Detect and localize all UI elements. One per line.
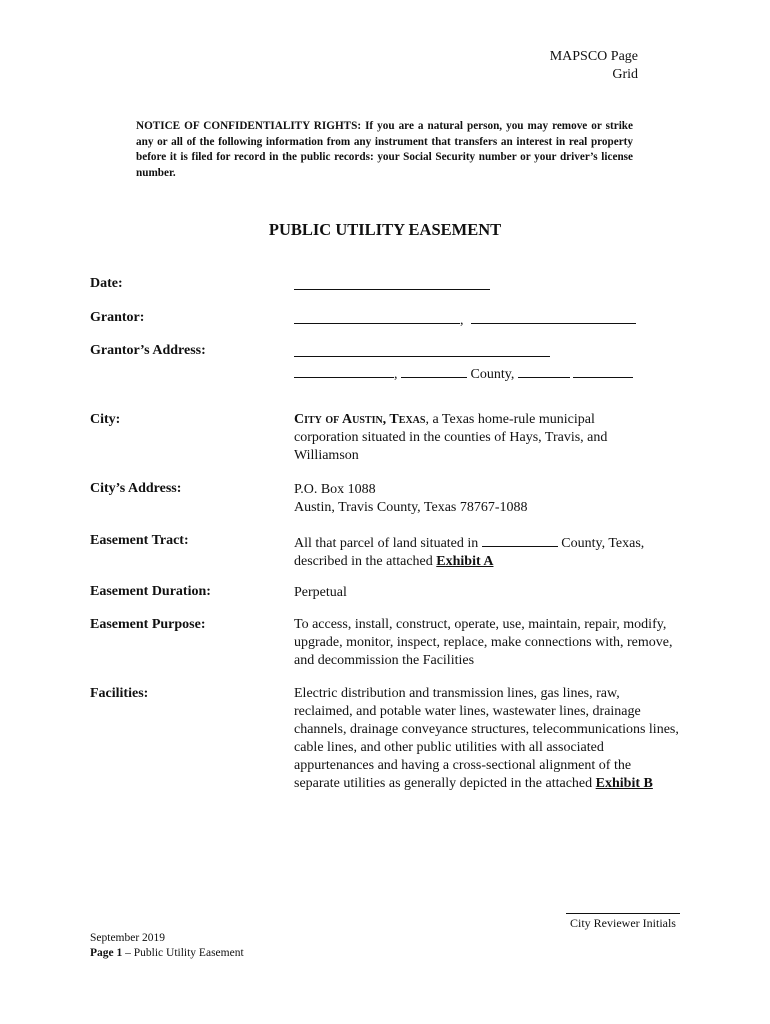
city-value (294, 411, 654, 465)
grantor-address-label: Grantor’s Address: (90, 343, 206, 358)
mapsco-grid: Grid (612, 67, 638, 82)
facilities-value (294, 685, 679, 793)
date-label: Date: (90, 276, 123, 291)
grantor-label: Grantor: (90, 310, 145, 325)
city-address-value (294, 481, 528, 517)
city-address-label: City’s Address: (90, 481, 182, 496)
facilities-text: Electric distribution and transmission lines, gas lines, raw, reclaimed, and potable water lines, wastewater lines, drainage channels, drainage conveyance structures, telecommunications lines, cable lines, and other public utilities with all associated appurtenances and having a cross-sectional alignment of the separate utilities as generally depicted in the attached (294, 686, 679, 791)
reviewer-initials[interactable] (566, 903, 680, 931)
mapsco-reference (550, 48, 638, 84)
confidentiality-notice: NOTICE OF CONFIDENTIALITY RIGHTS: If you are a natural person, you may remove or strike any or all of the following information from any instrument that transfers an interest in real property before it is filed for record in the public records: your Social Security number or your driver’s license number. (136, 120, 633, 179)
city-label: City: (90, 412, 121, 427)
exhibit-a-link: Exhibit A (436, 554, 494, 569)
easement-duration-label: Easement Duration: (90, 584, 211, 599)
reviewer-initials-label: City Reviewer Initials (566, 913, 680, 931)
tract-county-blank[interactable] (482, 532, 558, 547)
footer-date: September 2019 (90, 932, 166, 944)
exhibit-b-link: Exhibit B (595, 776, 653, 791)
city-address-line1: P.O. Box 1088 (294, 482, 376, 497)
easement-purpose-value: To access, install, construct, operate, use, maintain, repair, modify, upgrade, monitor, inspect, replace, make connections with, remove, and decommission the Facilities (294, 617, 673, 668)
tract-text-2: County, Texas, described in the attached (294, 536, 645, 569)
footer-page-title: – Public Utility Easement (122, 947, 244, 959)
easement-duration-value: Perpetual (294, 585, 347, 600)
mapsco-page: MAPSCO Page (549, 49, 638, 64)
grantor-separator: , (460, 313, 464, 328)
date-field[interactable] (294, 275, 490, 296)
city-description: , a Texas home-rule municipal corporation situated in the counties of Hays, Travis, and Williamson (294, 412, 608, 463)
city-address-line2: Austin, Travis County, Texas 78767-1088 (294, 500, 528, 515)
city-name: City of Austin, Texas (294, 412, 426, 427)
easement-tract-value (294, 532, 679, 571)
grantor-field[interactable] (294, 309, 636, 330)
document-title: PUBLIC UTILITY EASEMENT (268, 220, 502, 239)
page-footer (90, 931, 244, 961)
footer-page (90, 946, 244, 961)
footer-page-number: Page 1 (90, 947, 123, 959)
grantor-address-field[interactable]: , County, (294, 342, 633, 384)
easement-purpose-label: Easement Purpose: (90, 617, 206, 632)
tract-text-1: All that parcel of land situated in (294, 536, 479, 551)
facilities-label: Facilities: (90, 686, 149, 701)
easement-tract-label: Easement Tract: (90, 533, 189, 548)
county-word: County, (470, 367, 515, 382)
